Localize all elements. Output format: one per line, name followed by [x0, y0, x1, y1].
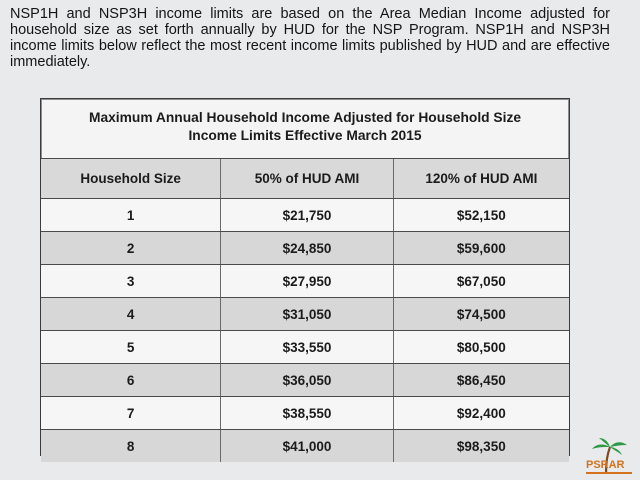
cell-50-percent: $38,550 [220, 397, 392, 429]
cell-50-percent: $27,950 [220, 265, 392, 297]
header-120-percent-ami: 120% of HUD AMI [393, 159, 569, 198]
table-header-row [41, 158, 569, 198]
table-row [41, 363, 569, 396]
table-row [41, 264, 569, 297]
cell-household-size: 1 [126, 207, 135, 223]
cell-120-percent: $80,500 [393, 331, 569, 363]
table-row [41, 396, 569, 429]
cell-household-size: 3 [126, 273, 135, 289]
table-title [41, 109, 569, 145]
table-row [41, 198, 569, 231]
cell-120-percent: $92,400 [393, 397, 569, 429]
cell-120-percent: $67,050 [393, 265, 569, 297]
table-row [41, 231, 569, 264]
cell-120-percent: $74,500 [393, 298, 569, 330]
income-limits-table [40, 98, 570, 456]
cell-50-percent: $24,850 [220, 232, 392, 264]
cell-household-size: 7 [126, 405, 135, 421]
cell-household-size: 8 [126, 438, 135, 454]
table-row [41, 330, 569, 363]
table-grid [41, 158, 569, 462]
cell-household-size: 4 [126, 306, 135, 322]
cell-120-percent: $52,150 [393, 199, 569, 231]
cell-120-percent: $98,350 [393, 430, 569, 462]
psrar-logo-text: PSRAR [586, 459, 625, 471]
cell-50-percent: $33,550 [220, 331, 392, 363]
cell-50-percent: $36,050 [220, 364, 392, 396]
intro-paragraph: NSP1H and NSP3H income limits are based on the Area Median Income adjusted for household size as set forth annually by HUD for the NSP Program. NSP1H and NSP3H income limits below reflect the most recent income limits published by HUD and are effective immediately. [10, 6, 610, 70]
table-title-line1: Maximum Annual Household Income Adjusted for Household Size [88, 110, 522, 125]
table-title-line2: Income Limits Effective March 2015 [188, 128, 422, 143]
header-household-size: Household Size [80, 171, 181, 186]
cell-household-size: 6 [126, 372, 135, 388]
cell-50-percent: $41,000 [220, 430, 392, 462]
table-row [41, 297, 569, 330]
cell-50-percent: $31,050 [220, 298, 392, 330]
cell-50-percent: $21,750 [220, 199, 392, 231]
cell-household-size: 2 [126, 240, 135, 256]
cell-120-percent: $59,600 [393, 232, 569, 264]
cell-120-percent: $86,450 [393, 364, 569, 396]
cell-household-size: 5 [126, 339, 135, 355]
table-row [41, 429, 569, 462]
header-50-percent-ami: 50% of HUD AMI [220, 159, 392, 198]
